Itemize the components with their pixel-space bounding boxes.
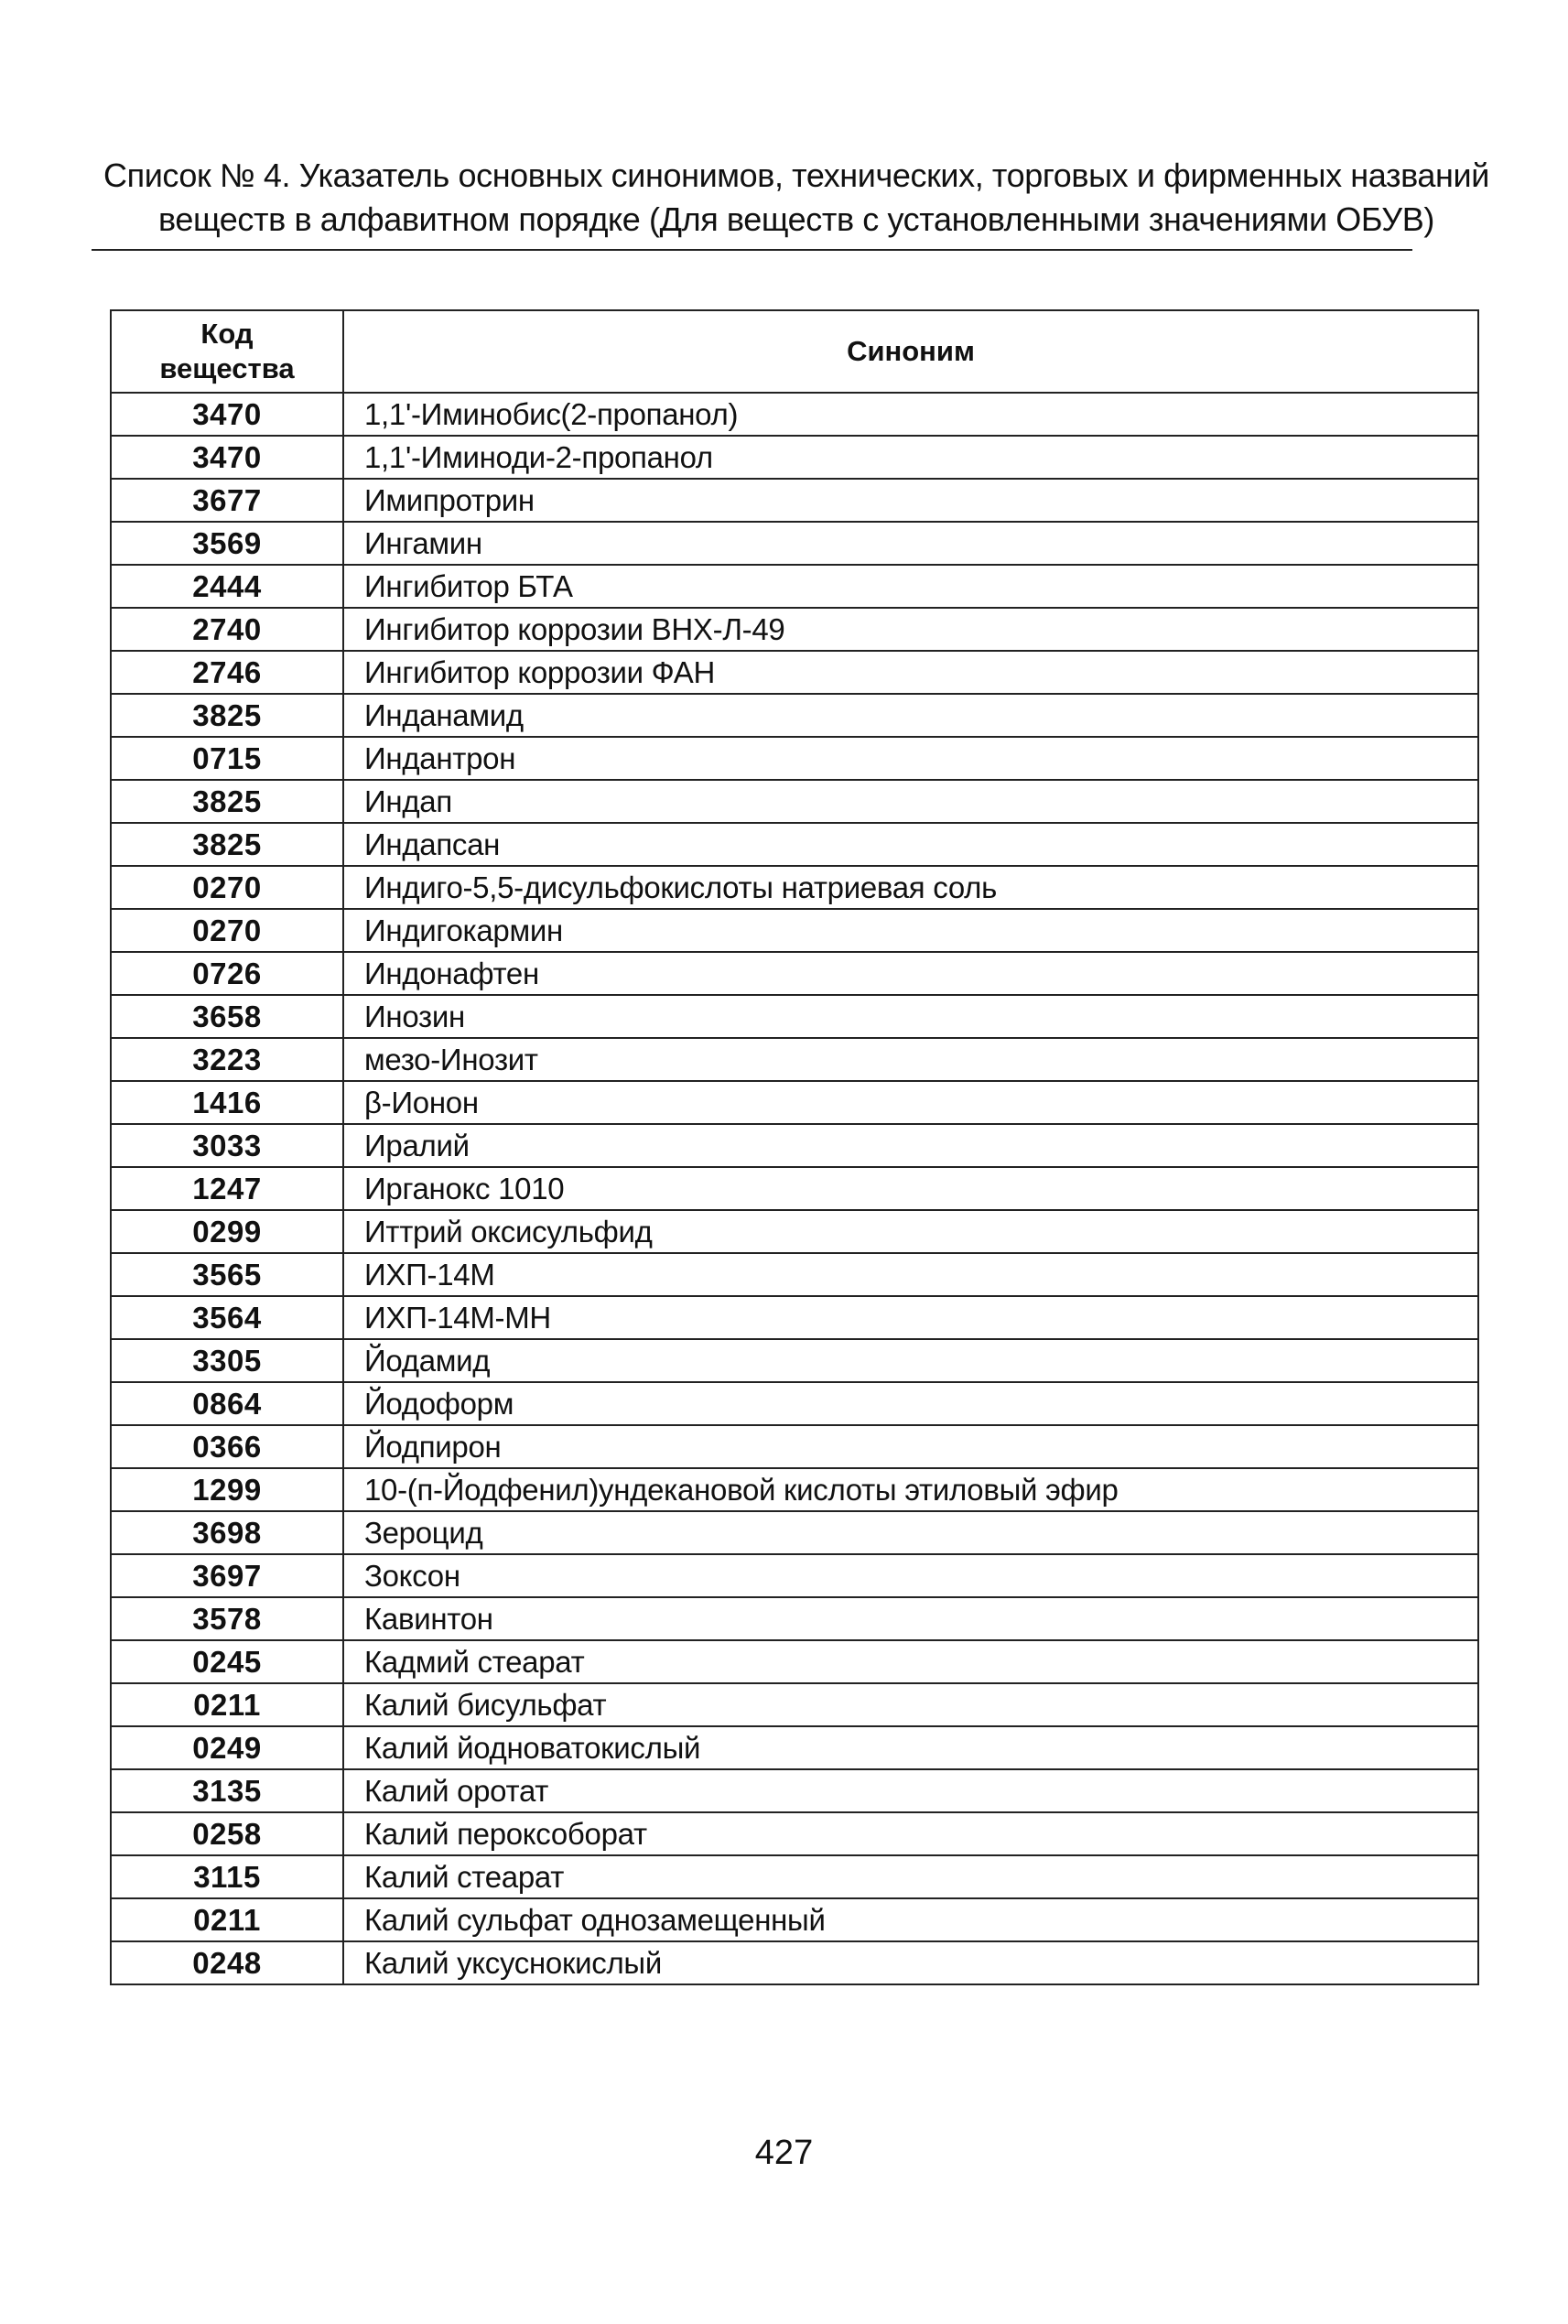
synonym-name: Индигокармин: [343, 909, 1478, 952]
synonym-name: Зоксон: [343, 1554, 1478, 1597]
synonym-name: ИХП-14М: [343, 1253, 1478, 1296]
substance-code: 0211: [111, 1683, 343, 1726]
page-title-line-2: веществ в алфавитном порядке (Для веществ с установленными значениями ОБУВ): [158, 200, 1434, 238]
substance-code: 3565: [111, 1253, 343, 1296]
substance-code: 1299: [111, 1468, 343, 1511]
substance-code: 0258: [111, 1812, 343, 1855]
substance-code: 3305: [111, 1339, 343, 1382]
substance-code: 3825: [111, 694, 343, 737]
synonym-name: ИХП-14М-МН: [343, 1296, 1478, 1339]
table-row: [111, 1941, 1478, 1984]
table-row: [111, 1339, 1478, 1382]
table-row: [111, 1081, 1478, 1124]
synonym-name: Ингамин: [343, 522, 1478, 565]
substance-code: 3677: [111, 479, 343, 522]
table-row: [111, 1898, 1478, 1941]
table-row: [111, 1769, 1478, 1812]
table-row: [111, 1640, 1478, 1683]
synonym-name: Йодоформ: [343, 1382, 1478, 1425]
synonym-name: Индонафтен: [343, 952, 1478, 995]
table-row: [111, 1210, 1478, 1253]
substance-code: 3135: [111, 1769, 343, 1812]
substance-code: 3033: [111, 1124, 343, 1167]
table-row: [111, 1683, 1478, 1726]
synonym-name: 1,1'-Иминобис(2-пропанол): [343, 393, 1478, 436]
synonym-name: Калий бисульфат: [343, 1683, 1478, 1726]
substance-code: 0245: [111, 1640, 343, 1683]
synonym-name: Калий йодноватокислый: [343, 1726, 1478, 1769]
substance-code: 2746: [111, 651, 343, 694]
column-header-synonym: Синоним: [343, 310, 1478, 393]
table-row: [111, 1425, 1478, 1468]
table-row: [111, 995, 1478, 1038]
synonym-name: Ингибитор коррозии ВНХ-Л-49: [343, 608, 1478, 651]
substance-code: 3697: [111, 1554, 343, 1597]
table-row: [111, 737, 1478, 780]
synonym-name: Индантрон: [343, 737, 1478, 780]
synonym-name: Инозин: [343, 995, 1478, 1038]
substance-code: 0270: [111, 909, 343, 952]
table-row: [111, 1382, 1478, 1425]
table-row: [111, 565, 1478, 608]
substance-code: 3825: [111, 780, 343, 823]
table-row: [111, 1124, 1478, 1167]
synonym-name: Калий уксуснокислый: [343, 1941, 1478, 1984]
synonym-name: Иттрий оксисульфид: [343, 1210, 1478, 1253]
substance-code: 1247: [111, 1167, 343, 1210]
substance-code: 0299: [111, 1210, 343, 1253]
synonym-name: мезо-Инозит: [343, 1038, 1478, 1081]
table-row: [111, 1038, 1478, 1081]
table-row: [111, 1511, 1478, 1554]
synonym-name: Калий сульфат однозамещенный: [343, 1898, 1478, 1941]
synonym-name: 1,1'-Иминоди-2-пропанол: [343, 436, 1478, 479]
substance-code: 3115: [111, 1855, 343, 1898]
synonym-name: Зероцид: [343, 1511, 1478, 1554]
table-row: [111, 866, 1478, 909]
column-header-code: [111, 310, 343, 393]
table-row: [111, 694, 1478, 737]
table-row: [111, 1726, 1478, 1769]
table-row: [111, 1296, 1478, 1339]
table-row: [111, 1597, 1478, 1640]
substance-code: 3470: [111, 393, 343, 436]
page-number: 427: [754, 2134, 814, 2172]
page-title: [92, 154, 1501, 242]
substance-code: 3569: [111, 522, 343, 565]
synonym-name: Калий стеарат: [343, 1855, 1478, 1898]
synonym-name: Йодпирон: [343, 1425, 1478, 1468]
table-row: [111, 393, 1478, 436]
table-row: [111, 780, 1478, 823]
substance-code: 0211: [111, 1898, 343, 1941]
substance-code: 3564: [111, 1296, 343, 1339]
substance-code: 2444: [111, 565, 343, 608]
substance-code: 0249: [111, 1726, 343, 1769]
column-header-code-line-2: вещества: [159, 352, 295, 384]
synonym-name: Кавинтон: [343, 1597, 1478, 1640]
substance-code: 0864: [111, 1382, 343, 1425]
substance-code: 0715: [111, 737, 343, 780]
substance-code: 3825: [111, 823, 343, 866]
table-row: [111, 1812, 1478, 1855]
substance-code: 1416: [111, 1081, 343, 1124]
table-row: [111, 1855, 1478, 1898]
table-row: [111, 651, 1478, 694]
substance-code: 3658: [111, 995, 343, 1038]
title-divider: [92, 249, 1412, 251]
synonym-name: Кадмий стеарат: [343, 1640, 1478, 1683]
substance-code: 2740: [111, 608, 343, 651]
substance-code: 3223: [111, 1038, 343, 1081]
substance-code: 0366: [111, 1425, 343, 1468]
synonym-name: Иралий: [343, 1124, 1478, 1167]
substance-code: 3698: [111, 1511, 343, 1554]
substance-code: 0726: [111, 952, 343, 995]
table-row: [111, 608, 1478, 651]
synonym-name: Индиго-5,5-дисульфокислоты натриевая соль: [343, 866, 1478, 909]
synonym-name: Калий пероксоборат: [343, 1812, 1478, 1855]
synonym-name: Йодамид: [343, 1339, 1478, 1382]
table-header-row: [111, 310, 1478, 393]
synonym-table: [110, 309, 1479, 1985]
synonym-name: Индап: [343, 780, 1478, 823]
table-row: [111, 522, 1478, 565]
synonym-name: Инданамид: [343, 694, 1478, 737]
table-row: [111, 1253, 1478, 1296]
synonym-name: Ингибитор коррозии ФАН: [343, 651, 1478, 694]
table-body: [111, 393, 1478, 1984]
table-row: [111, 1468, 1478, 1511]
synonym-name: Индапсан: [343, 823, 1478, 866]
table-row: [111, 1167, 1478, 1210]
synonym-name: Имипротрин: [343, 479, 1478, 522]
substance-code: 3578: [111, 1597, 343, 1640]
table-row: [111, 823, 1478, 866]
synonym-name: Ирганокс 1010: [343, 1167, 1478, 1210]
column-header-code-line-1: Код: [200, 318, 254, 350]
synonym-name: β-Ионон: [343, 1081, 1478, 1124]
synonym-name: Калий оротат: [343, 1769, 1478, 1812]
synonym-name: 10-(п-Йодфенил)ундекановой кислоты этиловый эфир: [343, 1468, 1478, 1511]
substance-code: 0270: [111, 866, 343, 909]
table-row: [111, 909, 1478, 952]
substance-code: 0248: [111, 1941, 343, 1984]
page-title-line-1: Список № 4. Указатель основных синонимов, технических, торговых и фирменных названий: [103, 157, 1489, 194]
synonym-name: Ингибитор БТА: [343, 565, 1478, 608]
substance-code: 3470: [111, 436, 343, 479]
table-row: [111, 479, 1478, 522]
table-row: [111, 436, 1478, 479]
table-row: [111, 952, 1478, 995]
table-row: [111, 1554, 1478, 1597]
